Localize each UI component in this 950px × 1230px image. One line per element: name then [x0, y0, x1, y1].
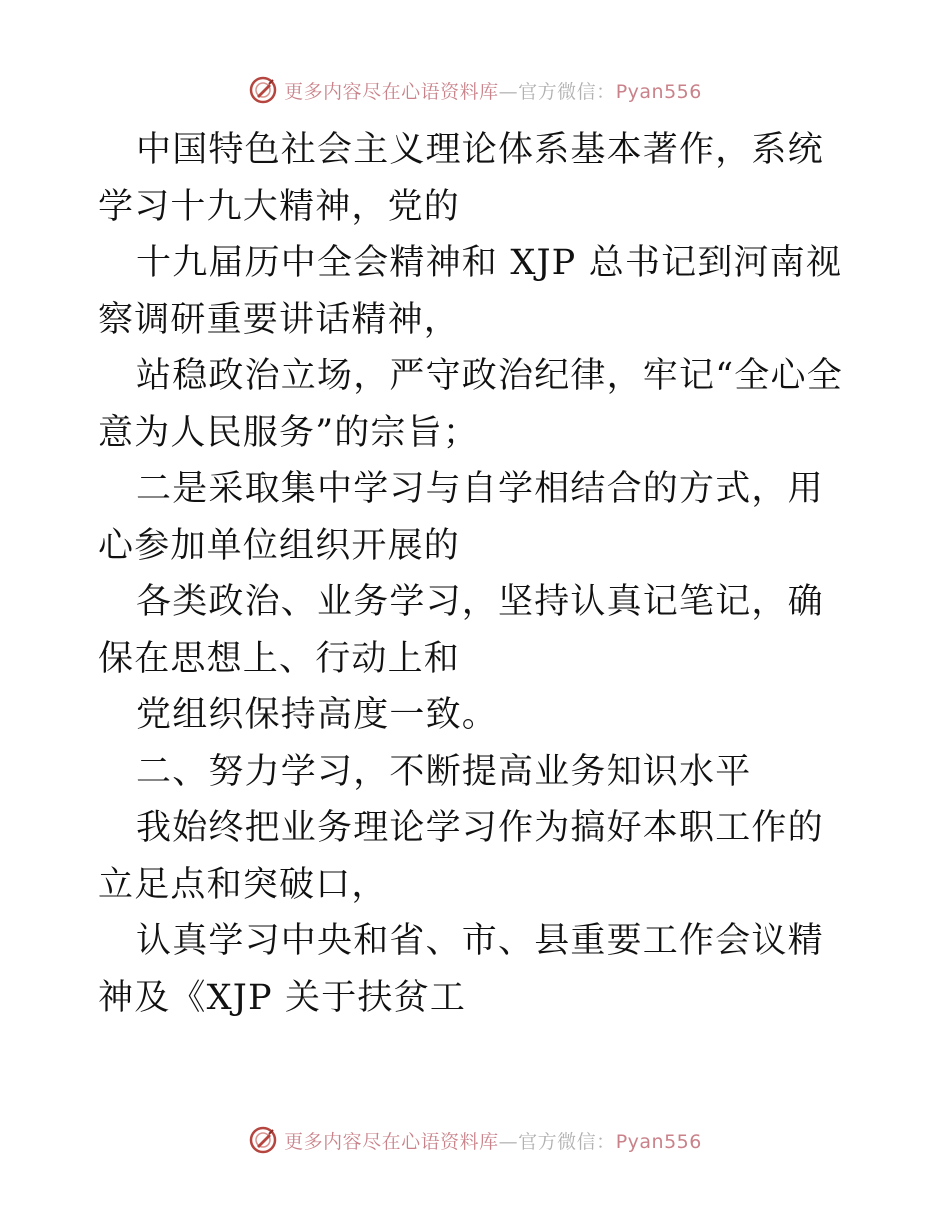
- header-library-text: 更多内容尽在心语资料库: [284, 80, 499, 103]
- paragraph-6: 党组织保持高度一致。: [136, 695, 499, 735]
- header-dash: —: [498, 80, 519, 103]
- paragraph-3: 站稳政治立场，严守政治纪律，牢记“全心全意为人民服务”的宗旨；: [98, 356, 843, 453]
- header-wechat-label: 官方微信：: [518, 80, 616, 103]
- header-watermark-text: [284, 77, 702, 104]
- paragraph-2: 十九届历中全会精神和 XJP 总书记到河南视察调研重要讲话精神，: [98, 243, 843, 340]
- paragraph-7: 我始终把业务理论学习作为搞好本职工作的立足点和突破口，: [98, 808, 824, 905]
- footer-watermark-text: [284, 1127, 702, 1154]
- footer-library-text: 更多内容尽在心语资料库: [284, 1130, 499, 1153]
- footer-wechat-id: Pyan556: [615, 1130, 702, 1153]
- paragraph-8: 认真学习中央和省、市、县重要工作会议精神及《XJP 关于扶贫工: [98, 921, 824, 1018]
- footer-wechat-label: 官方微信：: [518, 1130, 616, 1153]
- paragraph-5: 各类政治、业务学习，坚持认真记笔记，确保在思想上、行动上和: [98, 582, 824, 679]
- header-wechat-id: Pyan556: [615, 80, 702, 103]
- paragraph-4: 二是采取集中学习与自学相结合的方式，用心参加单位组织开展的: [98, 469, 824, 566]
- footer-dash: —: [498, 1130, 519, 1153]
- pen-nib-circle-icon: [248, 75, 278, 105]
- section-heading: 二、努力学习，不断提高业务知识水平: [136, 751, 752, 792]
- document-body: [98, 122, 858, 1026]
- header-watermark-banner: [0, 70, 950, 110]
- pen-nib-circle-icon: [248, 1125, 278, 1155]
- paragraph-1: 中国特色社会主义理论体系基本著作，系统学习十九大精神，党的: [98, 130, 824, 227]
- footer-watermark-banner: [0, 1120, 950, 1160]
